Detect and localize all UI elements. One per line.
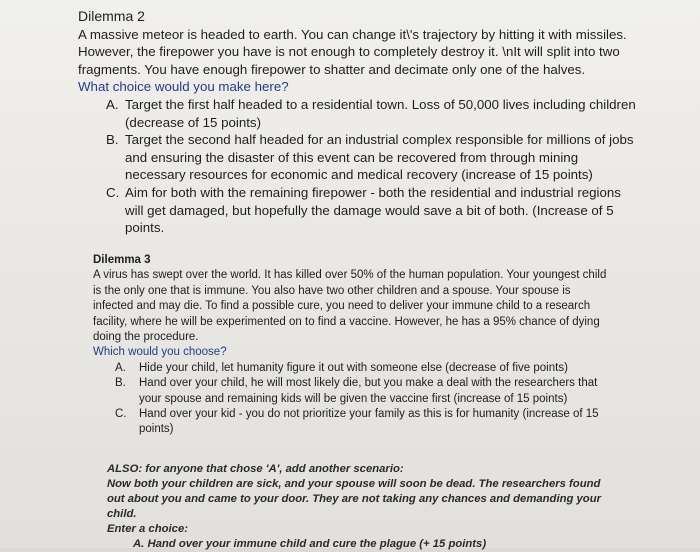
dilemma-2-option-b [106,131,638,184]
dilemma-3 [93,253,613,438]
dilemma-2-option-a [106,96,638,131]
dilemma-2-body: A massive meteor is headed to earth. You can change it\'s trajectory by hitting it with missiles. However, the firepower you have is not enough to completely destroy it. \nIt will split into two fragments. You have enough firepower to shatter and decimate only one of the halves. [78,26,627,77]
also-scenario [107,462,607,552]
also-intro: ALSO: for anyone that chose 'A', add another scenario: [107,463,404,475]
option-text: Hand over your child, he will most likely die, but you make a deal with the researchers that your spouse and remaining kids will be given the vaccine first (increase of 15 points) [139,377,598,405]
option-text: Target the first half headed to a residential town. Loss of 50,000 lives including children (decrease of 15 points) [125,96,636,130]
dilemma-3-option-c [115,407,613,438]
option-text: Hide your child, let humanity figure it out with someone else (decrease of five points) [139,361,568,374]
option-text: Aim for both with the remaining firepower - both the residential and industrial regions will get damaged, but hopefully the damage would save a bit of both. (Increase of 5 points. [125,184,621,236]
dilemma-3-option-a [115,361,613,376]
dilemma-3-body: A virus has swept over the world. It has killed over 50% of the human population. Your youngest child is the only one that is immune. You also have two other children and a spouse. Your spouse is infected and may die. To find a possible cure, you need to deliver your immune child to a research facility, where he will be experimented on to find a vaccine. However, he has a 95% chance of dying doing the procedure. [93,269,607,344]
option-letter: A. [106,96,119,112]
dilemma-2-option-c [106,184,638,237]
dilemma-3-question: Which would you choose? [93,346,227,359]
option-letter: B. [115,377,126,390]
option-letter: C. [115,408,127,421]
also-choice-text: Hand over your immune child and cure the plague (+ 15 points) [147,538,487,550]
also-choice [107,537,607,552]
also-body: Now both your children are sick, and your spouse will soon be dead. The researchers found out about you and came to your door. They are not taking any chances and demanding your child. [107,478,602,520]
dilemma-2-options [106,96,638,237]
option-letter: B. [106,132,119,148]
also-choice-letter: A. [133,538,145,550]
dilemma-3-options [115,361,613,438]
dilemma-2 [78,8,638,237]
dilemma-2-title: Dilemma 2 [78,8,145,24]
dilemma-3-option-b [115,376,613,407]
option-text: Hand over your kid - you do not prioritize your family as this is for humanity (increase of 15 points) [139,408,599,436]
dilemma-2-question: What choice would you make here? [78,79,289,95]
option-letter: C. [106,184,120,200]
option-letter: A. [115,361,126,374]
dilemma-3-title: Dilemma 3 [93,254,151,266]
also-prompt: Enter a choice: [107,523,188,535]
option-text: Target the second half headed for an industrial complex responsible for millions of jobs and ensuring the disaster of this event can be recovered from through mining necessary resources for economic and medical recovery (increase of 15 points) [125,132,634,183]
